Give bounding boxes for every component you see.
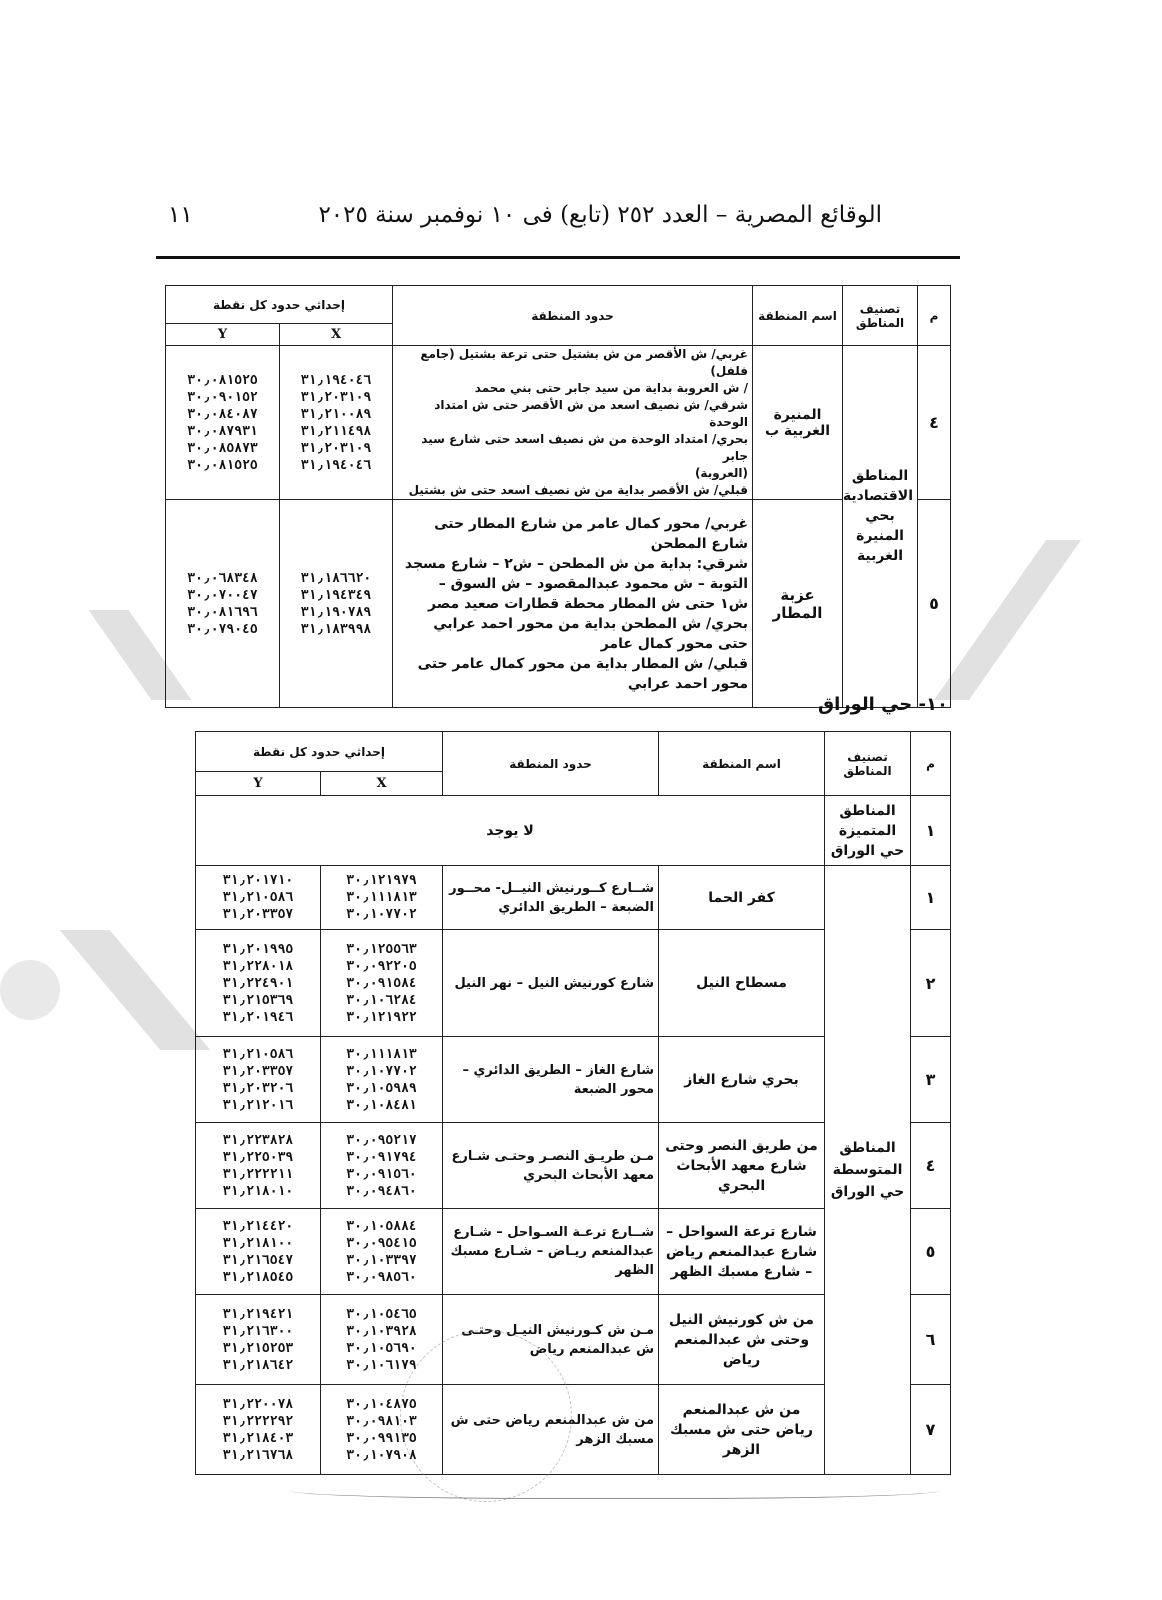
row-index: ٢ (911, 930, 951, 1037)
x-value: ٣٠٫٠٩٩١٣٥ (346, 1430, 417, 1446)
y-value: ٣١٫٢١٠٥٨٦ (222, 890, 294, 905)
x-value: ٣٠٫١٠٧٧٠٢ (346, 1063, 417, 1079)
row-area-bounds (393, 500, 753, 708)
y-value: ٣١٫٢٢٨٠١٨ (222, 958, 294, 974)
page-header (160, 200, 960, 240)
watermark (60, 930, 211, 1050)
row-y-coords (196, 930, 321, 1037)
bounds-line: غربي/ محور كمال عامر من شارع المطار حتى (434, 515, 749, 532)
x-value: ٣٠٫١٠٣٩٢٨ (346, 1323, 417, 1339)
header-area-bounds: حدود المنطقة (443, 732, 659, 796)
row-area-name: كفر الحما (659, 866, 825, 930)
x-value: ٣١٫١٨٦٦٢٠ (300, 570, 372, 586)
header-index: م (911, 732, 951, 796)
y-value: ٣١٫٢١٩٤٢١ (222, 1306, 294, 1322)
bounds-line: قبلي/ ش الأقصر بداية من ش نصيف اسعد حتى ش بشتيل (408, 483, 749, 497)
x-value: ٣٠٫٠٩١٥٦٠ (346, 1166, 417, 1182)
bounds-line: / ش العروبة بداية من سيد جابر حتى بني محمد (474, 381, 749, 395)
x-value: ٣٠٫٠٩١٧٩٤ (346, 1149, 417, 1165)
row-x-coords (321, 1209, 443, 1295)
row-area-bounds: مـن طريـق النصـر وحتـى شـارع معهد الأبحاث البحري (443, 1123, 659, 1209)
row-classification: المناطق المتوسطة حي الوراق (825, 866, 911, 1475)
x-value: ٣١٫٢١١٤٩٨ (300, 423, 372, 439)
y-value: ٣٠٫٠٩٠١٥٢ (187, 389, 258, 405)
y-value: ٣١٫٢١٨٠١٠ (222, 1183, 294, 1199)
y-value: ٣١٫٢٢٢٢١١ (222, 1166, 294, 1182)
header-y: Y (166, 324, 280, 346)
x-value: ٣٠٫١٠٣٣٩٧ (346, 1252, 417, 1268)
y-value: ٣٠٫٠٨١٥٢٥ (187, 457, 258, 473)
row-x-coords (321, 1037, 443, 1123)
x-value: ٣٠٫١٢١٩٧٩ (346, 873, 417, 888)
x-value: ٣١٫١٩٠٧٨٩ (300, 604, 372, 620)
x-value: ٣٠٫١٠٥٨٨٤ (346, 1218, 417, 1234)
x-value: ٣٠٫١١١٨١٣ (346, 890, 417, 905)
row-area-bounds (393, 346, 753, 500)
x-value: ٣٠٫١٠٧٩٠٨ (346, 1447, 417, 1463)
header-area-name: اسم المنطقة (659, 732, 825, 796)
x-value: ٣١٫١٩٤٠٤٦ (300, 372, 372, 388)
header-index: م (918, 286, 951, 346)
x-value: ٣٠٫٠٩٤٨٦٠ (346, 1183, 417, 1199)
bounds-line: شرقي/ ش نصيف اسعد من ش الأقصر حتى ش امتداد الوحدة (434, 398, 749, 429)
x-value: ٣٠٫١٢١٩٢٢ (346, 1009, 417, 1025)
header-coords: إحداثي حدود كل نقطة (196, 732, 443, 772)
bounds-line: شارع المطحن (650, 535, 749, 552)
x-value: ٣٠٫١٢٥٥٦٣ (346, 941, 417, 957)
x-value: ٣١٫٢١٠٠٨٩ (300, 406, 372, 422)
signature (290, 1478, 940, 1499)
bounds-line: بحري/ ش المطحن بداية من محور احمد عرابي (433, 615, 749, 632)
y-value: ٣٠٫٠٨٥٨٧٣ (187, 440, 258, 456)
x-value: ٣٠٫١٠٥٩٨٩ (346, 1080, 417, 1096)
x-value: ٣١٫٢٠٣١٠٩ (300, 440, 372, 456)
y-value: ٣١٫٢١٦٧٦٨ (222, 1447, 294, 1463)
x-value: ٣٠٫١٠٥٤٦٥ (346, 1306, 417, 1322)
row-y-coords (196, 1295, 321, 1385)
row-area-bounds: من ش عبدالمنعم رياض حتى ش مسبك الزهر (443, 1385, 659, 1475)
y-value: ٣١٫٢٢٣٨٢٨ (222, 1132, 294, 1148)
row-x-coords (321, 930, 443, 1037)
y-value: ٣٠٫٠٨٧٩٣١ (187, 423, 258, 439)
bounds-line: قبلي/ ش المطار بداية من محور كمال عامر حتى (417, 655, 749, 672)
y-value: ٣١٫٢١٨١٠٠ (222, 1235, 294, 1251)
row-area-name: مسطاح النيل (659, 930, 825, 1037)
table-row (166, 346, 951, 500)
x-value: ٣١٫١٨٣٩٩٨ (300, 621, 372, 637)
row-area-name: من ش عبدالمنعم رياض حتى ش مسبك الزهر (659, 1385, 825, 1475)
official-stamp (400, 1330, 572, 1502)
bounds-line: شرقي: بداية من ش المطحن – ش٢ – شارع مسجد (404, 555, 749, 572)
row-x-coords (280, 500, 393, 708)
y-value: ٣١٫٢٢٤٩٠١ (222, 975, 294, 991)
row-area-name: عزبة المطار (753, 500, 843, 708)
header-area-bounds: حدود المنطقة (393, 286, 753, 346)
zones-table-economic (165, 285, 951, 708)
y-value: ٣١٫٢٢٠٠٧٨ (222, 1396, 294, 1412)
y-value: ٣٠٫٠٨١٦٩٦ (187, 604, 258, 620)
y-value: ٣٠٫٠٨١٥٢٥ (187, 372, 258, 388)
x-value: ٣٠٫٠٩٢٢٠٥ (346, 958, 417, 974)
y-value: ٣١٫٢١٤٤٢٠ (222, 1218, 294, 1234)
row-classification: المناطق المتميزة حي الوراق (825, 796, 911, 866)
y-value: ٣١٫٢١٦٣٠٠ (222, 1323, 294, 1339)
y-value: ٣١٫٢١٥٣٦٩ (222, 992, 294, 1008)
y-value: ٣١٫٢٢٥٠٣٩ (222, 1149, 294, 1165)
y-value: ٣١٫٢١٨٦٤٢ (222, 1357, 294, 1373)
x-value: ٣٠٫٠٩٥٢١٧ (346, 1132, 417, 1148)
row-index: ٤ (911, 1123, 951, 1209)
row-index: ٧ (911, 1385, 951, 1475)
x-value: ٣٠٫١٠٦٢٨٤ (346, 992, 417, 1008)
bounds-line: حتى محور كمال عامر (600, 635, 749, 652)
table-row (166, 500, 951, 708)
y-value: ٣١٫٢٠١٧١٠ (222, 873, 294, 888)
zones-table-warraq (195, 731, 951, 1475)
row-index: ٦ (911, 1295, 951, 1385)
y-value: ٣١٫٢١٨٤٠٣ (222, 1430, 294, 1446)
header-classification: تصنيف المناطق (825, 732, 911, 796)
y-value: ٣١٫٢١٦٥٤٧ (222, 1252, 294, 1268)
x-value: ٣٠٫٠٩٥٤١٥ (346, 1235, 417, 1251)
row-index: ٤ (918, 346, 951, 500)
row-area-name: المنيرة الغربية ب (753, 346, 843, 500)
x-value: ٣٠٫٠٩٨٥٦٠ (346, 1269, 417, 1285)
gazette-title: الوقائع المصرية – العدد ٢٥٢ (تابع) فى ١٠ نوفمبر سنة ٢٠٢٥ (318, 202, 882, 228)
row-area-name: من طريق النصر وحتى شارع معهد الأبحاث البحري (659, 1123, 825, 1209)
row-y-coords (196, 1209, 321, 1295)
row-area-bounds: شــارع كــورنيش النيــل- محــور الضبعة – الطريق الدائري (443, 866, 659, 930)
bounds-line: بحري/ امتداد الوحدة من ش نصيف اسعد حتى شارع سيد جابر (421, 432, 749, 463)
y-value: ٣١٫٢٠٣٢٠٦ (222, 1080, 294, 1096)
row-y-coords (196, 1123, 321, 1209)
watermark (0, 960, 60, 1020)
row-area-name: بحري شارع الغاز (659, 1037, 825, 1123)
row-index: ٣ (911, 1037, 951, 1123)
section-title: ١٠- حي الوراق (817, 694, 948, 715)
bounds-line: محور احمد عرابي (627, 675, 749, 692)
bounds-line: غربي/ ش الأقصر من ش بشتيل حتى ترعة بشتيل (جامع فلفل) (420, 347, 749, 378)
x-value: ٣١٫١٩٤٠٤٦ (300, 457, 372, 473)
table-row (196, 866, 951, 930)
x-value: ٣٠٫١٠٨٤٨١ (346, 1097, 417, 1113)
y-value: ٣١٫٢٠١٩٤٦ (222, 1009, 294, 1025)
x-value: ٣٠٫١٠٥٦٩٠ (346, 1340, 417, 1356)
row-classification: المناطق الاقتصادية بحي المنيرة الغربية (843, 346, 918, 708)
x-value: ٣٠٫١٠٧٧٠٢ (346, 907, 417, 922)
x-value: ٣٠٫١٠٤٨٧٥ (346, 1396, 417, 1412)
y-value: ٣١٫٢٢٢٢٩٢ (222, 1413, 294, 1429)
x-value: ٣٠٫٠٩٨١٠٣ (346, 1413, 417, 1429)
row-index: ١ (911, 866, 951, 930)
y-value: ٣١٫٢١٢٠١٦ (222, 1097, 294, 1113)
y-value: ٣٠٫٠٧٩٠٤٥ (187, 621, 258, 637)
y-value: ٣١٫٢١٨٥٤٥ (222, 1269, 294, 1285)
y-value: ٣١٫٢١٠٥٨٦ (222, 1046, 294, 1062)
y-value: ٣٠٫٠٦٨٣٤٨ (187, 570, 258, 586)
x-value: ٣٠٫١٠٦١٧٩ (346, 1357, 417, 1373)
header-rule (156, 256, 960, 259)
row-x-coords (321, 866, 443, 930)
y-value: ٣٠٫٠٧٠٠٤٧ (187, 587, 258, 603)
row-x-coords (280, 346, 393, 500)
header-x: X (321, 772, 443, 796)
row-area-bounds: شــارع ترعـة السـواحل – شـارع عبدالمنعم ريـاض – شـارع مسبك الظهر (443, 1209, 659, 1295)
row-index: ٥ (918, 500, 951, 708)
row-area-bounds: شارع الغاز – الطريق الدائري – محور الضبعة (443, 1037, 659, 1123)
row-area-name: شارع ترعة السواحل – شارع عبدالمنعم رياض – شارع مسبك الظهر (659, 1209, 825, 1295)
x-value: ٣١٫١٩٤٣٤٩ (300, 587, 372, 603)
header-y: Y (196, 772, 321, 796)
page-number: ١١ (168, 202, 193, 228)
x-value: ٣٠٫٠٩١٥٨٤ (346, 975, 417, 991)
row-area-bounds: مـن ش كـورنيش النيـل وحتـى ش عبدالمنعم رياض (443, 1295, 659, 1385)
row-y-coords (196, 1385, 321, 1475)
header-area-name: اسم المنطقة (753, 286, 843, 346)
row-y-coords (166, 500, 280, 708)
row-y-coords (166, 346, 280, 500)
header-classification: تصنيف المناطق (843, 286, 918, 346)
x-value: ٣١٫٢٠٣١٠٩ (300, 389, 372, 405)
row-y-coords (196, 1037, 321, 1123)
row-index: ٥ (911, 1209, 951, 1295)
row-index: ١ (911, 796, 951, 866)
watermark (934, 540, 1081, 700)
y-value: ٣١٫٢٠١٩٩٥ (222, 941, 294, 957)
header-coords: إحداثي حدود كل نقطة (166, 286, 393, 324)
x-value: ٣٠٫١١١٨١٣ (346, 1046, 417, 1062)
bounds-line: ش١ حتى ش المطار محطة قطارات صعيد مصر (428, 595, 749, 612)
y-value: ٣٠٫٠٨٤٠٨٧ (187, 406, 258, 422)
row-x-coords (321, 1123, 443, 1209)
y-value: ٣١٫٢٠٣٣٥٧ (222, 907, 294, 922)
y-value: ٣١٫٢٠٣٣٥٧ (222, 1063, 294, 1079)
table-row (196, 796, 951, 866)
bounds-line: التوبة – ش محمود عبدالمقصود – ش السوق – (438, 575, 749, 592)
no-value: لا يوجد (196, 796, 825, 866)
bounds-line: (العروبة) (694, 466, 749, 480)
row-y-coords (196, 866, 321, 930)
y-value: ٣١٫٢١٥٢٥٣ (222, 1340, 294, 1356)
row-area-name: من ش كورنيش النيل وحتى ش عبدالمنعم رياض (659, 1295, 825, 1385)
row-area-bounds: شارع كورنيش النيل – نهر النيل (443, 930, 659, 1037)
header-x: X (280, 324, 393, 346)
